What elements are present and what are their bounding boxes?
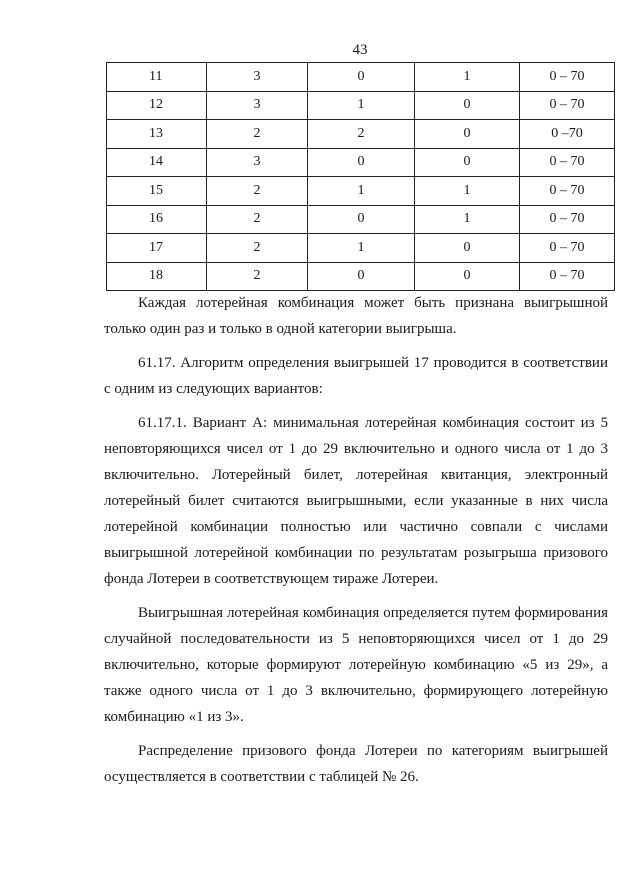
- table-cell: 2: [207, 205, 308, 234]
- table-cell: 1: [415, 205, 520, 234]
- table-cell: 2: [207, 234, 308, 263]
- table-row: [107, 262, 615, 291]
- paragraph-3: 61.17.1. Вариант А: минимальная лотерейная комбинация состоит из 5 неповторяющихся чисел от 1 до 29 включительно и одного числа от 1 до 3 включительно. Лотерейный билет, лотерейная квитанция, электронный лотерейный билет считаются выигрышными, если указанные в них числа лотерейной комбинации полностью или частично совпали с числами выигрышной лотерейной комбинации по результатам розыгрыша призового фонда Лотереи в соответствующем тираже Лотереи.: [104, 415, 608, 587]
- table-cell: 0 –70: [520, 120, 615, 149]
- table-cell: 13: [107, 120, 207, 149]
- paragraph-1: Каждая лотерейная комбинация может быть признана выигрышной только один раз и только в одной категории выигрыша.: [104, 295, 608, 337]
- table-cell: 3: [207, 91, 308, 120]
- table-cell: 11: [107, 63, 207, 92]
- table-row: [107, 148, 615, 177]
- table-cell: 1: [308, 234, 415, 263]
- prize-table-container: [106, 62, 615, 291]
- table-cell: 0: [415, 91, 520, 120]
- table-cell: 18: [107, 262, 207, 291]
- prize-table-body: [107, 63, 615, 291]
- table-row: [107, 177, 615, 206]
- table-cell: 1: [415, 63, 520, 92]
- table-cell: 0 – 70: [520, 91, 615, 120]
- prize-table: [106, 62, 615, 291]
- table-cell: 2: [207, 177, 308, 206]
- paragraph-2: 61.17. Алгоритм определения выигрышей 17 проводится в соответствии с одним из следующих вариантов:: [104, 355, 608, 397]
- table-row: [107, 234, 615, 263]
- table-cell: 15: [107, 177, 207, 206]
- table-cell: 1: [415, 177, 520, 206]
- table-cell: 0: [308, 148, 415, 177]
- table-row: [107, 120, 615, 149]
- table-cell: 17: [107, 234, 207, 263]
- paragraph-4: Выигрышная лотерейная комбинация определяется путем формирования случайной последовательности из 5 неповторяющихся чисел от 1 до 29 включительно, которые формируют лотерейную комбинацию «5 из 29», а также одного числа от 1 до 3 включительно, формирующего лотерейную комбинацию «1 из 3».: [104, 605, 608, 725]
- table-cell: 0 – 70: [520, 177, 615, 206]
- table-cell: 14: [107, 148, 207, 177]
- table-cell: 3: [207, 148, 308, 177]
- table-cell: 1: [308, 177, 415, 206]
- table-cell: 0: [415, 234, 520, 263]
- table-cell: 12: [107, 91, 207, 120]
- table-cell: 0 – 70: [520, 234, 615, 263]
- body-text: [104, 290, 608, 798]
- table-cell: 0 – 70: [520, 63, 615, 92]
- table-row: [107, 91, 615, 120]
- table-cell: 0: [308, 262, 415, 291]
- table-cell: 3: [207, 63, 308, 92]
- table-row: [107, 205, 615, 234]
- page-number: 43: [352, 42, 368, 58]
- table-cell: 0: [308, 205, 415, 234]
- table-cell: 0: [308, 63, 415, 92]
- table-cell: 0 – 70: [520, 148, 615, 177]
- table-row: [107, 63, 615, 92]
- table-cell: 0 – 70: [520, 205, 615, 234]
- table-cell: 0: [415, 148, 520, 177]
- table-cell: 2: [207, 262, 308, 291]
- paragraph-5: Распределение призового фонда Лотереи по категориям выигрышей осуществляется в соответствии с таблицей № 26.: [104, 743, 608, 785]
- table-cell: 0 – 70: [520, 262, 615, 291]
- table-cell: 0: [415, 120, 520, 149]
- table-cell: 0: [415, 262, 520, 291]
- table-cell: 2: [207, 120, 308, 149]
- table-cell: 1: [308, 91, 415, 120]
- table-cell: 2: [308, 120, 415, 149]
- table-cell: 16: [107, 205, 207, 234]
